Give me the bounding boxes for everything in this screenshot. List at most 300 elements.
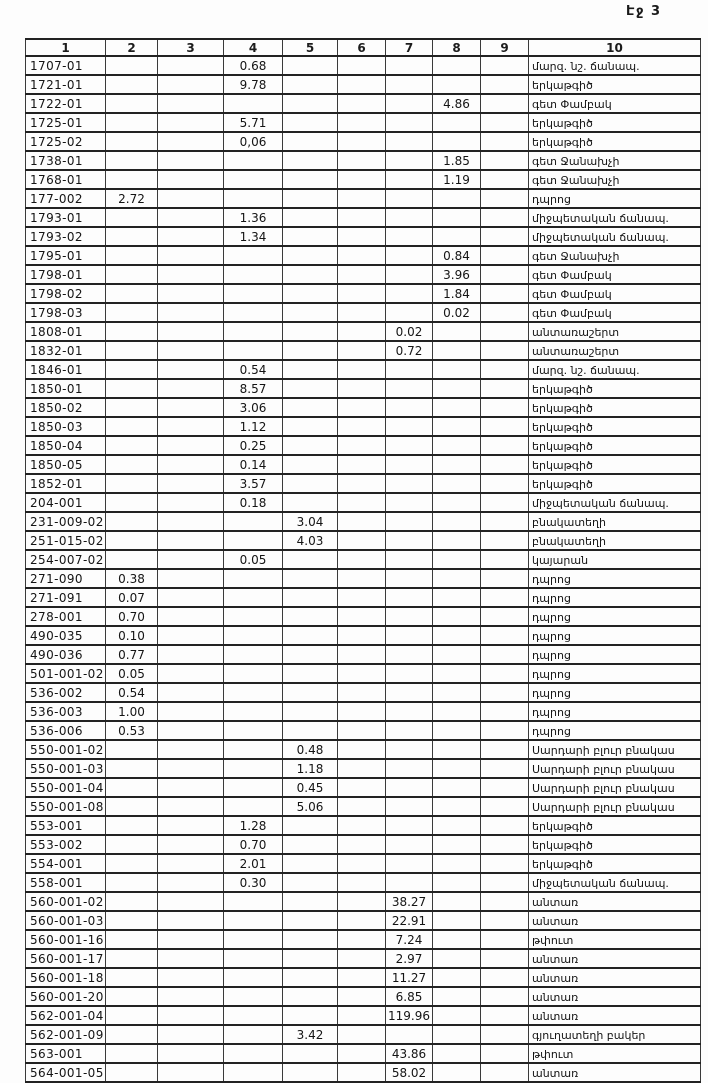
table-row [26,835,701,854]
value-cell [386,75,433,94]
value-cell [386,626,433,645]
value-cell [338,911,386,930]
parcel-id-cell: 1798-02 [26,284,106,303]
land-use-cell: դպրոց [529,664,701,683]
value-cell [283,341,338,360]
parcel-id-cell: 231-009-02 [26,512,106,531]
value-cell [433,854,481,873]
value-cell [338,797,386,816]
value-cell: 0.10 [106,626,158,645]
value-cell: 0.07 [106,588,158,607]
parcel-id-cell: 490-035 [26,626,106,645]
value-cell [224,702,283,721]
value-cell [433,1006,481,1025]
table-row [26,550,701,569]
value-cell [158,75,224,94]
value-cell [386,436,433,455]
table-row [26,151,701,170]
value-cell [106,740,158,759]
value-cell [283,569,338,588]
value-cell: 0.53 [106,721,158,740]
value-cell [106,56,158,75]
value-cell: 0.70 [106,607,158,626]
value-cell [224,892,283,911]
value-cell [106,170,158,189]
value-cell [386,132,433,151]
parcel-id-cell: 271-090 [26,569,106,588]
value-cell: 2.01 [224,854,283,873]
value-cell [338,607,386,626]
land-use-cell: Սարդարի բլուր բնակաս [529,759,701,778]
value-cell [283,550,338,569]
value-cell [481,664,529,683]
value-cell: 2.97 [386,949,433,968]
value-cell [224,151,283,170]
value-cell [224,1025,283,1044]
value-cell [158,550,224,569]
value-cell [386,284,433,303]
land-use-cell: դպրոց [529,569,701,588]
value-cell [283,303,338,322]
parcel-id-cell: 1725-01 [26,113,106,132]
parcel-id-cell: 1795-01 [26,246,106,265]
value-cell [158,683,224,702]
value-cell [433,683,481,702]
value-cell [283,892,338,911]
value-cell [224,170,283,189]
value-cell [158,930,224,949]
parcel-id-cell: 251-015-02 [26,531,106,550]
column-header-10: 10 [529,39,701,56]
land-use-cell: Սարդարի բլուր բնակաս [529,740,701,759]
land-use-cell: գետ Փամբակ [529,303,701,322]
parcel-id-cell: 204-001 [26,493,106,512]
value-cell [481,1044,529,1063]
value-cell [106,550,158,569]
value-cell [338,987,386,1006]
value-cell [158,778,224,797]
value-cell: 0.02 [386,322,433,341]
land-use-cell: դպրոց [529,626,701,645]
table-row [26,740,701,759]
value-cell [283,151,338,170]
land-use-cell: բնակատեղի [529,512,701,531]
value-cell [283,816,338,835]
value-cell [224,645,283,664]
value-cell [433,987,481,1006]
parcel-id-cell: 1725-02 [26,132,106,151]
value-cell [338,873,386,892]
parcel-id-cell: 560-001-16 [26,930,106,949]
value-cell [433,740,481,759]
value-cell [106,835,158,854]
table-row [26,417,701,436]
value-cell [433,835,481,854]
value-cell [481,1025,529,1044]
value-cell [283,56,338,75]
value-cell [158,740,224,759]
value-cell: 5.06 [283,797,338,816]
value-cell [106,493,158,512]
value-cell [158,265,224,284]
value-cell [283,265,338,284]
value-cell [338,759,386,778]
value-cell [158,436,224,455]
value-cell [433,588,481,607]
value-cell [338,930,386,949]
land-use-cell: դպրոց [529,607,701,626]
parcel-id-cell: 562-001-09 [26,1025,106,1044]
value-cell [481,189,529,208]
parcel-id-cell: 563-001 [26,1044,106,1063]
table-row [26,797,701,816]
parcel-id-cell: 1798-03 [26,303,106,322]
table-row [26,113,701,132]
value-cell [283,379,338,398]
value-cell [158,322,224,341]
table-row [26,493,701,512]
parcel-id-cell: 553-001 [26,816,106,835]
value-cell [106,512,158,531]
value-cell [283,664,338,683]
land-use-cell: գետ Ջանախչի [529,170,701,189]
value-cell [106,227,158,246]
land-use-cell: դպրոց [529,645,701,664]
value-cell [481,854,529,873]
value-cell [224,683,283,702]
table-row [26,455,701,474]
value-cell [386,379,433,398]
value-cell [481,949,529,968]
land-use-cell: գետ Փամբակ [529,94,701,113]
value-cell [224,322,283,341]
value-cell [338,208,386,227]
page-number: Էջ 3 [626,4,662,19]
parcel-id-cell: 490-036 [26,645,106,664]
value-cell [283,854,338,873]
value-cell [481,94,529,113]
land-use-cell: դպրոց [529,588,701,607]
value-cell [481,246,529,265]
land-use-cell: թփուտ [529,930,701,949]
value-cell [158,873,224,892]
land-use-cell: դպրոց [529,702,701,721]
value-cell [338,493,386,512]
value-cell [224,740,283,759]
value-cell [386,189,433,208]
table-row [26,265,701,284]
parcel-id-cell: 560-001-02 [26,892,106,911]
value-cell [433,189,481,208]
value-cell [283,835,338,854]
value-cell [433,417,481,436]
value-cell [433,474,481,493]
value-cell [433,569,481,588]
value-cell [283,398,338,417]
value-cell: 1.28 [224,816,283,835]
parcel-id-cell: 177-002 [26,189,106,208]
value-cell [283,911,338,930]
table-body [26,56,701,1082]
parcel-id-cell: 1707-01 [26,56,106,75]
land-use-cell: մարզ. նշ. ճանապ. [529,56,701,75]
land-use-cell: երկաթգիծ [529,854,701,873]
value-cell [283,721,338,740]
value-cell [106,778,158,797]
value-cell [106,455,158,474]
land-use-cell: երկաթգիծ [529,835,701,854]
table-row [26,341,701,360]
value-cell: 0.84 [433,246,481,265]
parcel-id-cell: 1722-01 [26,94,106,113]
value-cell [158,645,224,664]
value-cell [224,968,283,987]
value-cell [433,550,481,569]
value-cell [106,1063,158,1082]
value-cell [386,265,433,284]
table-row [26,664,701,683]
value-cell [386,816,433,835]
parcel-id-cell: 1850-01 [26,379,106,398]
value-cell [283,417,338,436]
column-header-2: 2 [106,39,158,56]
value-cell [283,493,338,512]
value-cell [283,284,338,303]
value-cell: 0.25 [224,436,283,455]
table-row [26,227,701,246]
value-cell [338,113,386,132]
value-cell: 119.96 [386,1006,433,1025]
value-cell [386,208,433,227]
value-cell [283,113,338,132]
value-cell [433,379,481,398]
value-cell [481,873,529,892]
land-use-cell: գետ Ջանախչի [529,151,701,170]
value-cell [158,664,224,683]
land-use-cell: Սարդարի բլուր բնակաս [529,797,701,816]
value-cell [283,683,338,702]
value-cell [481,911,529,930]
value-cell [338,56,386,75]
value-cell: 3.04 [283,512,338,531]
value-cell [224,626,283,645]
value-cell [158,113,224,132]
table-row [26,1063,701,1082]
value-cell [481,493,529,512]
parcel-id-cell: 560-001-17 [26,949,106,968]
value-cell [481,170,529,189]
value-cell [481,132,529,151]
land-use-cell: մարզ. նշ. ճանապ. [529,360,701,379]
table-row [26,398,701,417]
value-cell [224,588,283,607]
value-cell [338,284,386,303]
value-cell [106,1006,158,1025]
value-cell [481,550,529,569]
value-cell [386,360,433,379]
value-cell [106,284,158,303]
value-cell [158,474,224,493]
value-cell: 0.05 [224,550,283,569]
value-cell [158,759,224,778]
parcel-id-cell: 1850-04 [26,436,106,455]
value-cell: 7.24 [386,930,433,949]
value-cell: 6.85 [386,987,433,1006]
parcel-id-cell: 1850-02 [26,398,106,417]
value-cell [224,797,283,816]
column-header-7: 7 [386,39,433,56]
value-cell [433,113,481,132]
value-cell: 1.18 [283,759,338,778]
value-cell [158,512,224,531]
value-cell [158,797,224,816]
value-cell [158,417,224,436]
value-cell [158,607,224,626]
value-cell: 4.03 [283,531,338,550]
value-cell [158,398,224,417]
value-cell: 5.71 [224,113,283,132]
header-row [26,39,701,56]
land-use-cell: դպրոց [529,721,701,740]
value-cell [106,1044,158,1063]
land-use-cell: գետ Ջանախչի [529,246,701,265]
value-cell [386,170,433,189]
value-cell [224,341,283,360]
value-cell [386,246,433,265]
value-cell [386,835,433,854]
table-row [26,854,701,873]
value-cell [283,1063,338,1082]
value-cell [283,75,338,94]
value-cell [386,398,433,417]
value-cell [338,531,386,550]
land-use-cell: անտառ [529,1006,701,1025]
value-cell: 9.78 [224,75,283,94]
value-cell: 1.00 [106,702,158,721]
value-cell [158,94,224,113]
parcel-id-cell: 278-001 [26,607,106,626]
parcel-id-cell: 254-007-02 [26,550,106,569]
table-row [26,778,701,797]
value-cell [386,873,433,892]
value-cell [433,227,481,246]
value-cell [481,398,529,417]
value-cell [433,873,481,892]
value-cell [386,550,433,569]
value-cell [106,113,158,132]
table-row [26,702,701,721]
table-row [26,759,701,778]
value-cell [106,474,158,493]
value-cell [338,1044,386,1063]
value-cell [283,436,338,455]
value-cell: 3.57 [224,474,283,493]
land-use-cell: երկաթգիծ [529,113,701,132]
value-cell [386,759,433,778]
value-cell [283,189,338,208]
value-cell [386,664,433,683]
table-row [26,721,701,740]
value-cell [386,474,433,493]
table-row [26,132,701,151]
table-row [26,360,701,379]
value-cell [106,531,158,550]
value-cell [283,170,338,189]
value-cell [481,626,529,645]
table-row [26,968,701,987]
value-cell [386,854,433,873]
table-row [26,512,701,531]
value-cell [386,702,433,721]
value-cell [481,265,529,284]
value-cell [481,778,529,797]
land-use-cell: անտառ [529,987,701,1006]
value-cell [283,645,338,664]
value-cell [106,208,158,227]
table-row [26,930,701,949]
value-cell [224,303,283,322]
value-cell [283,360,338,379]
value-cell: 1.12 [224,417,283,436]
value-cell [433,360,481,379]
value-cell [158,360,224,379]
value-cell [158,455,224,474]
value-cell [224,664,283,683]
value-cell [433,721,481,740]
land-use-cell: անտառաշերտ [529,322,701,341]
table-row [26,75,701,94]
value-cell [106,1025,158,1044]
table-row [26,645,701,664]
value-cell [158,835,224,854]
parcel-id-cell: 536-006 [26,721,106,740]
value-cell [481,683,529,702]
value-cell [106,892,158,911]
parcel-id-cell: 271-091 [26,588,106,607]
value-cell [338,246,386,265]
value-cell: 0.14 [224,455,283,474]
value-cell [224,94,283,113]
value-cell [158,531,224,550]
value-cell [481,797,529,816]
value-cell [386,94,433,113]
table-row [26,1025,701,1044]
value-cell: 1.34 [224,227,283,246]
value-cell [338,740,386,759]
value-cell [106,360,158,379]
value-cell [433,664,481,683]
value-cell [481,759,529,778]
value-cell [338,721,386,740]
value-cell: 0.72 [386,341,433,360]
value-cell [283,227,338,246]
land-use-cell: բնակատեղի [529,531,701,550]
value-cell [224,949,283,968]
land-use-cell: թփուտ [529,1044,701,1063]
table-header [26,39,701,56]
table-row [26,94,701,113]
value-cell [283,607,338,626]
land-use-cell: կայարան [529,550,701,569]
value-cell [283,132,338,151]
table-row [26,607,701,626]
value-cell [481,569,529,588]
value-cell: 22.91 [386,911,433,930]
value-cell [386,113,433,132]
value-cell [386,455,433,474]
parcel-id-cell: 560-001-18 [26,968,106,987]
parcel-id-cell: 501-001-02 [26,664,106,683]
